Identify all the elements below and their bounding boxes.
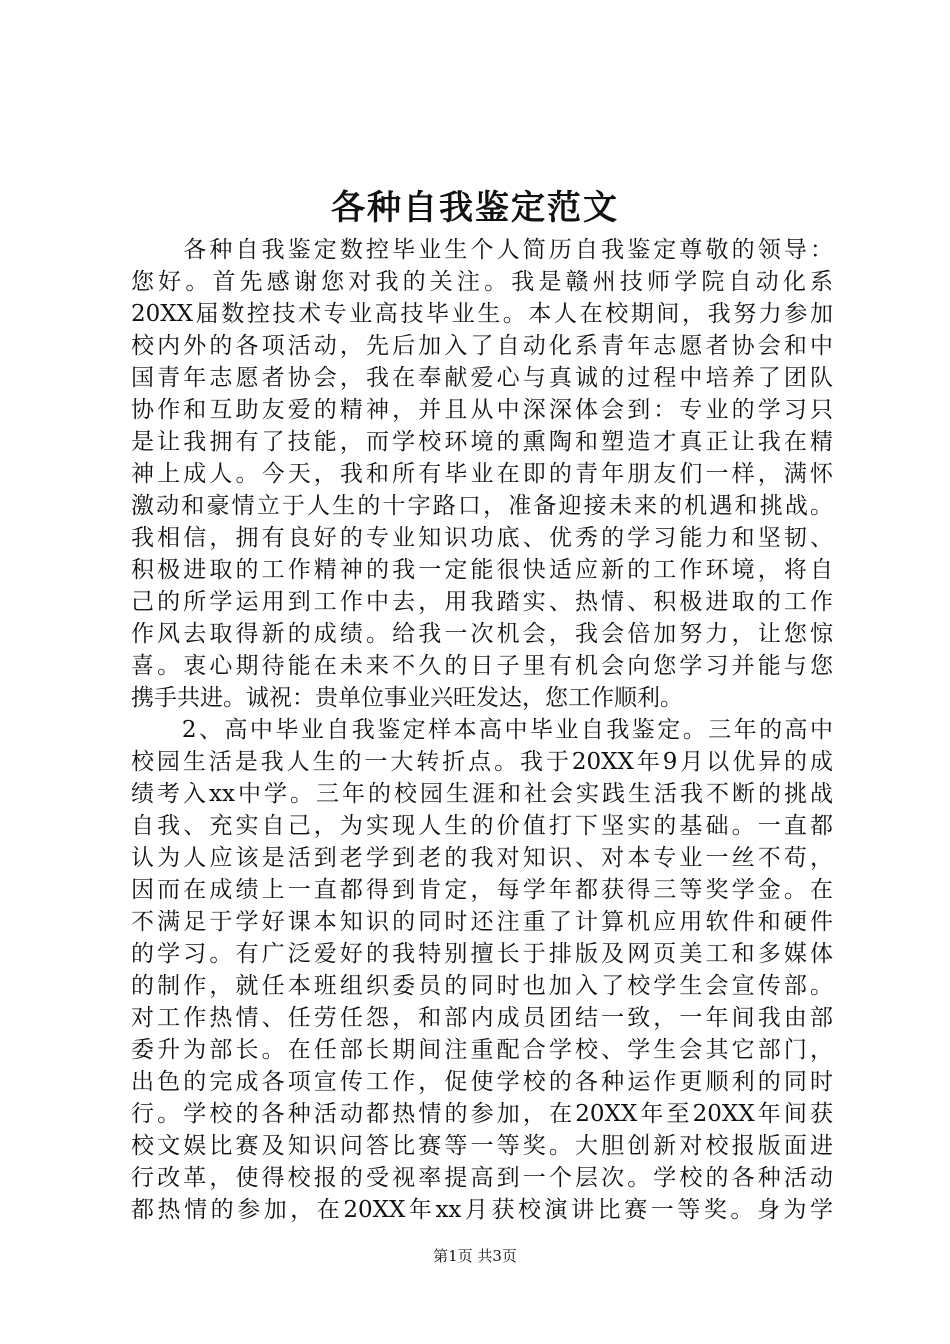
text-line: 委升为部长。在任部长期间注重配合学校、学生会其它部门， bbox=[131, 1037, 833, 1063]
text-line: 校文娱比赛及知识问答比赛等一等奖。大胆创新对校报版面进 bbox=[131, 1133, 833, 1159]
text-line: 行改革，使得校报的受视率提高到一个层次。学校的各种活动 bbox=[131, 1165, 833, 1191]
text-line: 激动和豪情立于人生的十字路口，准备迎接未来的机遇和挑战。 bbox=[131, 493, 833, 519]
text-line: 国青年志愿者协会，我在奉献爱心与真诚的过程中培养了团队 bbox=[131, 365, 833, 391]
text-line: 神上成人。今天，我和所有毕业在即的青年朋友们一样，满怀 bbox=[131, 461, 833, 487]
text-line: 因而在成绩上一直都得到肯定，每学年都获得三等奖学金。在 bbox=[131, 877, 833, 903]
text-line: 携手共进。诚祝：贵单位事业兴旺发达，您工作顺利。 bbox=[131, 685, 683, 711]
text-line: 积极进取的工作精神的我一定能很快适应新的工作环境，将自 bbox=[131, 557, 833, 583]
text-line: 我相信，拥有良好的专业知识功底、优秀的学习能力和坚韧、 bbox=[131, 525, 833, 551]
text-line: 校园生活是我人生的一大转折点。我于20XX年9月以优异的成 bbox=[131, 749, 833, 775]
text-line: 您好。首先感谢您对我的关注。我是赣州技师学院自动化系 bbox=[131, 269, 833, 295]
text-line: 2、高中毕业自我鉴定样本高中毕业自我鉴定。三年的高中 bbox=[131, 717, 833, 743]
text-line: 行。学校的各种活动都热情的参加，在20XX年至20XX年间获 bbox=[131, 1101, 833, 1127]
text-line: 对工作热情、任劳任怨，和部内成员团结一致，一年间我由部 bbox=[131, 1005, 833, 1031]
paragraph-2 bbox=[131, 714, 833, 1226]
text-line: 协作和互助友爱的精神，并且从中深深体会到：专业的学习只 bbox=[131, 397, 833, 423]
text-line: 的制作，就任本班组织委员的同时也加入了校学生会宣传部。 bbox=[131, 973, 833, 999]
document-title: 各种自我鉴定范文 bbox=[331, 188, 619, 228]
paragraph-1 bbox=[131, 234, 833, 714]
page-footer: 第1页 共3页 bbox=[433, 1247, 517, 1265]
document-body bbox=[131, 234, 833, 1226]
text-line: 认为人应该是活到老学到老的我对知识、对本专业一丝不苟， bbox=[131, 845, 833, 871]
text-line: 出色的完成各项宣传工作，促使学校的各种运作更顺利的同时 bbox=[131, 1069, 833, 1095]
text-line: 20XX届数控技术专业高技毕业生。本人在校期间，我努力参加 bbox=[131, 301, 833, 327]
text-line: 自我、充实自己，为实现人生的价值打下坚实的基础。一直都 bbox=[131, 813, 833, 839]
text-line: 喜。衷心期待能在未来不久的日子里有机会向您学习并能与您 bbox=[131, 653, 833, 679]
text-line: 不满足于学好课本知识的同时还注重了计算机应用软件和硬件 bbox=[131, 909, 833, 935]
text-line: 校内外的各项活动，先后加入了自动化系青年志愿者协会和中 bbox=[131, 333, 833, 359]
text-line: 各种自我鉴定数控毕业生个人简历自我鉴定尊敬的领导： bbox=[131, 237, 833, 263]
text-line: 的学习。有广泛爱好的我特别擅长于排版及网页美工和多媒体 bbox=[131, 941, 833, 967]
text-line: 作风去取得新的成绩。给我一次机会，我会倍加努力，让您惊 bbox=[131, 621, 833, 647]
text-line: 绩考入xx中学。三年的校园生涯和社会实践生活我不断的挑战 bbox=[131, 781, 833, 807]
text-line: 是让我拥有了技能，而学校环境的熏陶和塑造才真正让我在精 bbox=[131, 429, 833, 455]
text-line: 己的所学运用到工作中去，用我踏实、热情、积极进取的工作 bbox=[131, 589, 833, 615]
text-line: 都热情的参加，在20XX年xx月获校演讲比赛一等奖。身为学 bbox=[131, 1197, 833, 1223]
